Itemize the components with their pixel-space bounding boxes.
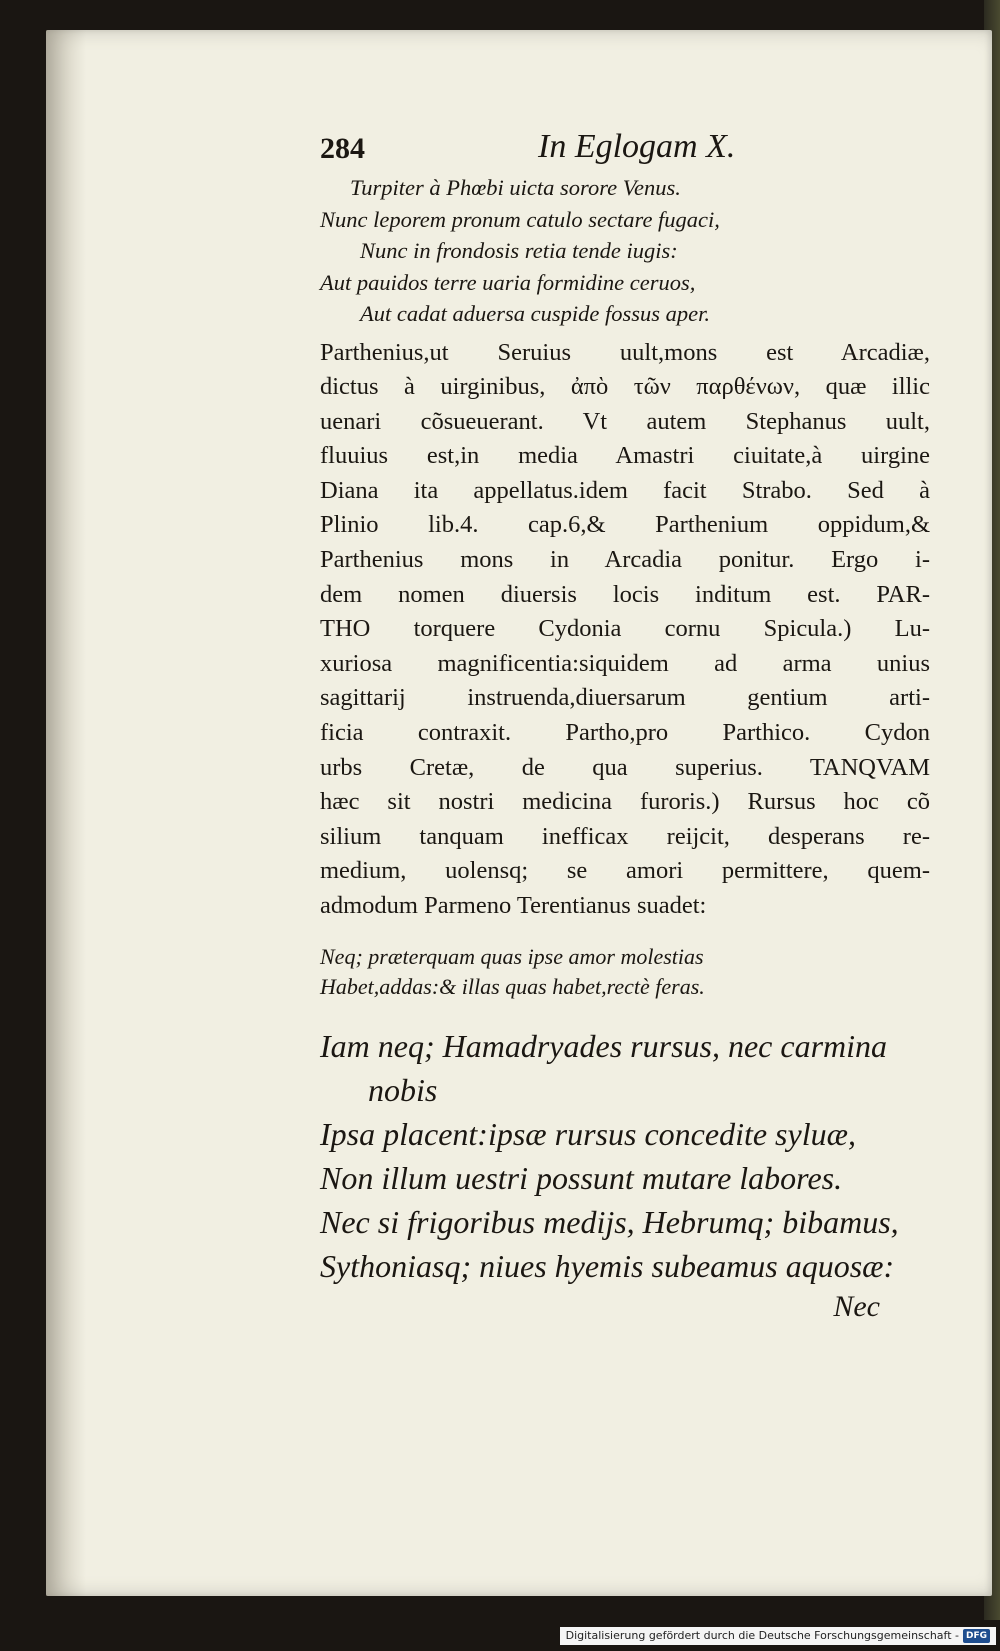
- verse-line: Nunc leporem pronum catulo sectare fugaci,: [320, 206, 720, 232]
- prose-line: Plinio lib.4. cap.6,& Parthenium oppidum,&: [320, 511, 930, 539]
- prose-line: hæc sit nostri medicina furoris.) Rursus hoc cõ: [320, 788, 930, 816]
- verse-line: Aut pauidos terre uaria formidine ceruos,: [320, 269, 696, 295]
- verse-line: Iam neq; Hamadryades rursus, nec carmina: [320, 1027, 888, 1064]
- prose-line: admodum Parmeno Terentianus suadet:: [320, 892, 707, 919]
- prose-line: ficia contraxit. Partho,pro Parthico. Cydon: [320, 719, 930, 747]
- verse-line: Sythoniasq; niues hyemis subeamus aquosæ:: [320, 1247, 895, 1284]
- prose-line: dem nomen diuersis locis inditum est. PAR-: [320, 580, 930, 608]
- quote-line: Habet,addas:& illas quas habet,rectè feras.: [320, 973, 705, 999]
- verse-line: Ipsa placent:ipsæ rursus concedite syluæ,: [320, 1115, 856, 1152]
- verse-line: Non illum uestri possunt mutare labores.: [320, 1159, 843, 1196]
- prose-line: urbs Cretæ, de qua superius. TANQVAM: [320, 753, 930, 781]
- prose-line: sagittarij instruenda,diuersarum gentium arti-: [320, 684, 930, 712]
- verse-block-small: [320, 172, 940, 330]
- digitization-credit: [560, 1627, 996, 1645]
- page-header: [320, 128, 940, 172]
- verse-line-continuation: nobis: [368, 1071, 438, 1108]
- page-text-block: [320, 128, 940, 1324]
- verse-line: Aut cadat aduersa cuspide fossus aper.: [360, 301, 710, 326]
- prose-line: Parthenius,ut Seruius uult,mons est Arcadiæ,: [320, 338, 930, 366]
- prose-line: Parthenius mons in Arcadia ponitur. Ergo i-: [320, 546, 930, 574]
- catchword: Nec: [833, 1289, 880, 1323]
- quote-line: Neq; præterquam quas ipse amor molestias: [320, 943, 704, 969]
- prose-line: medium, uolensq; se amori permittere, quem-: [320, 857, 930, 885]
- verse-block-large: [320, 1024, 940, 1288]
- prose-line: silium tanquam inefficax reijcit, desperans re-: [320, 822, 930, 850]
- prose-line: THO torquere Cydonia cornu Spicula.) Lu-: [320, 615, 930, 643]
- prose-line: xuriosa magnificentia:siquidem ad arma unius: [320, 649, 930, 677]
- prose-line: fluuius est,in media Amastri ciuitate,à uirgine: [320, 442, 930, 470]
- credit-text: Digitalisierung gefördert durch die Deutsche Forschungsgemeinschaft -: [565, 1629, 959, 1642]
- running-head: In Eglogam X.: [538, 128, 736, 165]
- page-gutter-shadow: [46, 30, 86, 1596]
- folio-number: 284: [320, 132, 365, 165]
- verse-line: Nunc in frondosis retia tende iugis:: [360, 238, 678, 263]
- prose-line: dictus à uirginibus, ἀπὸ τῶν παρθένων, quæ illic: [320, 373, 930, 401]
- prose-line: Diana ita appellatus.idem facit Strabo. Sed à: [320, 476, 930, 504]
- terence-quotation: [320, 942, 940, 1002]
- commentary-prose: [320, 336, 930, 924]
- verse-line: Nec si frigoribus medijs, Hebrumq; bibamus,: [320, 1203, 899, 1240]
- dfg-logo: DFG: [963, 1629, 990, 1643]
- prose-line: uenari cõsueuerant. Vt autem Stephanus uult,: [320, 407, 930, 435]
- verse-line: Turpiter à Phœbi uicta sorore Venus.: [350, 175, 681, 200]
